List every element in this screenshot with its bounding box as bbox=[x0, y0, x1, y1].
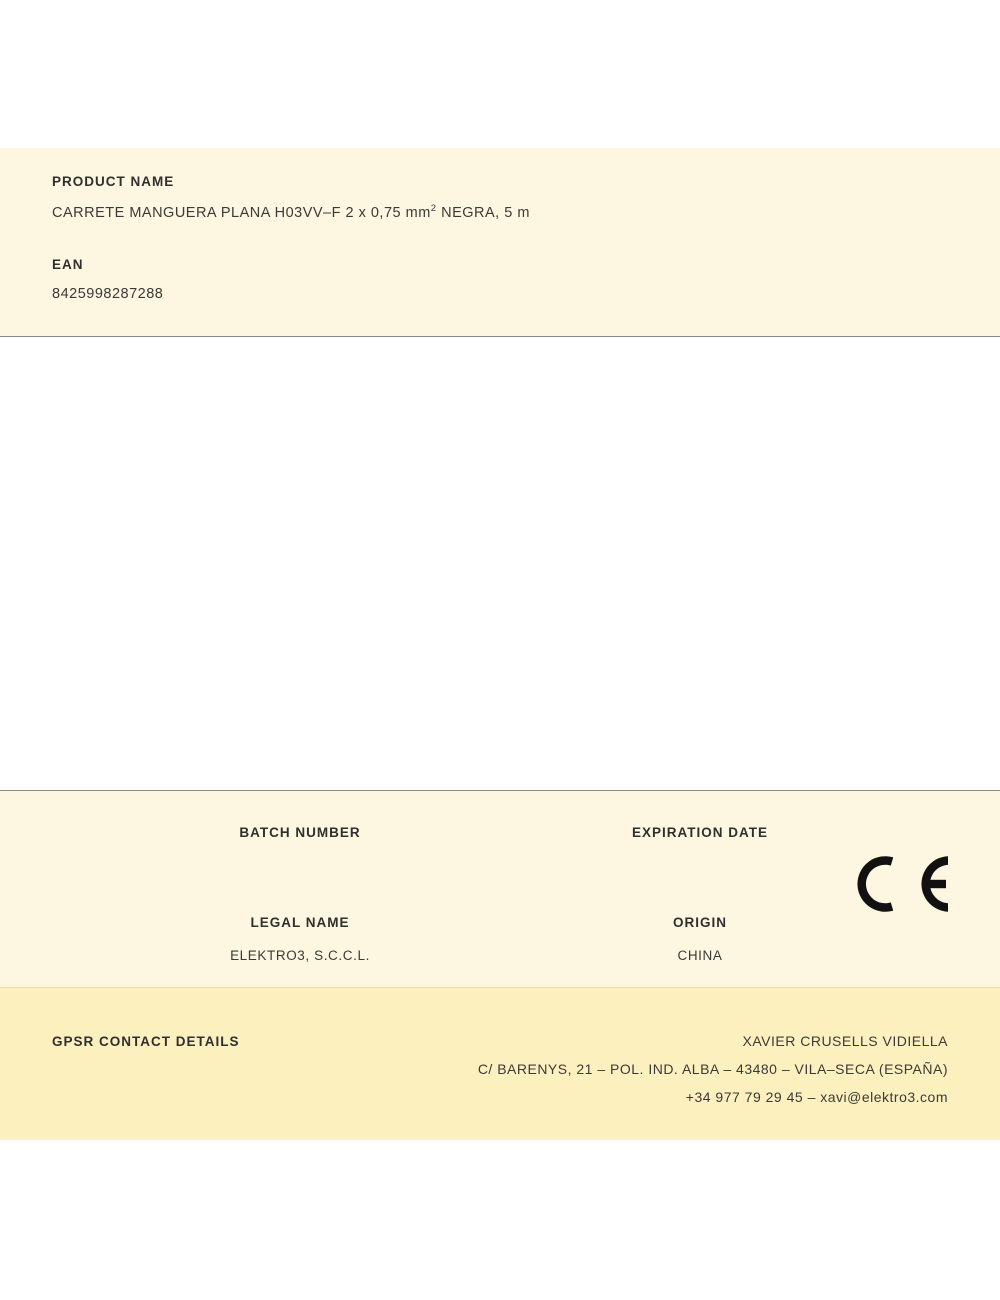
expiration-date-label: EXPIRATION DATE bbox=[631, 825, 768, 840]
blank-content-area bbox=[0, 337, 1000, 790]
field-spacer bbox=[52, 221, 948, 257]
product-meta-block bbox=[0, 790, 1000, 987]
origin-value: CHINA bbox=[677, 948, 723, 963]
product-name-tail: NEGRA, 5 m bbox=[436, 204, 530, 221]
gpsr-contact-address: C/ BARENYS, 21 – POL. IND. ALBA – 43480 – VILA–SECA (ESPAÑA) bbox=[477, 1061, 948, 1077]
batch-number-value bbox=[100, 858, 500, 874]
gpsr-contact-phone-email: +34 977 79 29 45 – xavi@elektro3.com bbox=[685, 1089, 948, 1105]
legal-name-value: ELEKTRO3, S.C.C.L. bbox=[230, 948, 370, 963]
meta-row-legal-origin bbox=[0, 915, 1000, 964]
meta-row-batch-expiration bbox=[0, 825, 1000, 874]
ean-label: EAN bbox=[52, 256, 84, 272]
gpsr-contact-details bbox=[478, 1027, 948, 1111]
product-name-label: PRODUCT NAME bbox=[52, 174, 175, 189]
product-info-block bbox=[0, 148, 1000, 337]
product-name-value bbox=[52, 203, 948, 221]
batch-number-field bbox=[100, 825, 500, 874]
bottom-margin bbox=[0, 1140, 1000, 1300]
origin-label: ORIGIN bbox=[672, 915, 727, 930]
ean-value: 8425998287288 bbox=[52, 285, 164, 302]
ce-marking-icon bbox=[856, 853, 948, 915]
product-name-superscript: 2 bbox=[430, 203, 437, 214]
product-name-text: CARRETE MANGUERA PLANA H03VV–F 2 x 0,75 mm bbox=[52, 204, 431, 221]
expiration-date-field bbox=[500, 825, 900, 874]
batch-number-label: BATCH NUMBER bbox=[239, 825, 361, 840]
gpsr-contact-name: XAVIER CRUSELLS VIDIELLA bbox=[742, 1033, 948, 1049]
origin-field bbox=[500, 915, 900, 964]
legal-name-field bbox=[100, 915, 500, 964]
gpsr-contact-label: GPSR CONTACT DETAILS bbox=[52, 1034, 240, 1049]
legal-name-label: LEGAL NAME bbox=[250, 915, 350, 930]
expiration-date-value bbox=[500, 858, 900, 874]
